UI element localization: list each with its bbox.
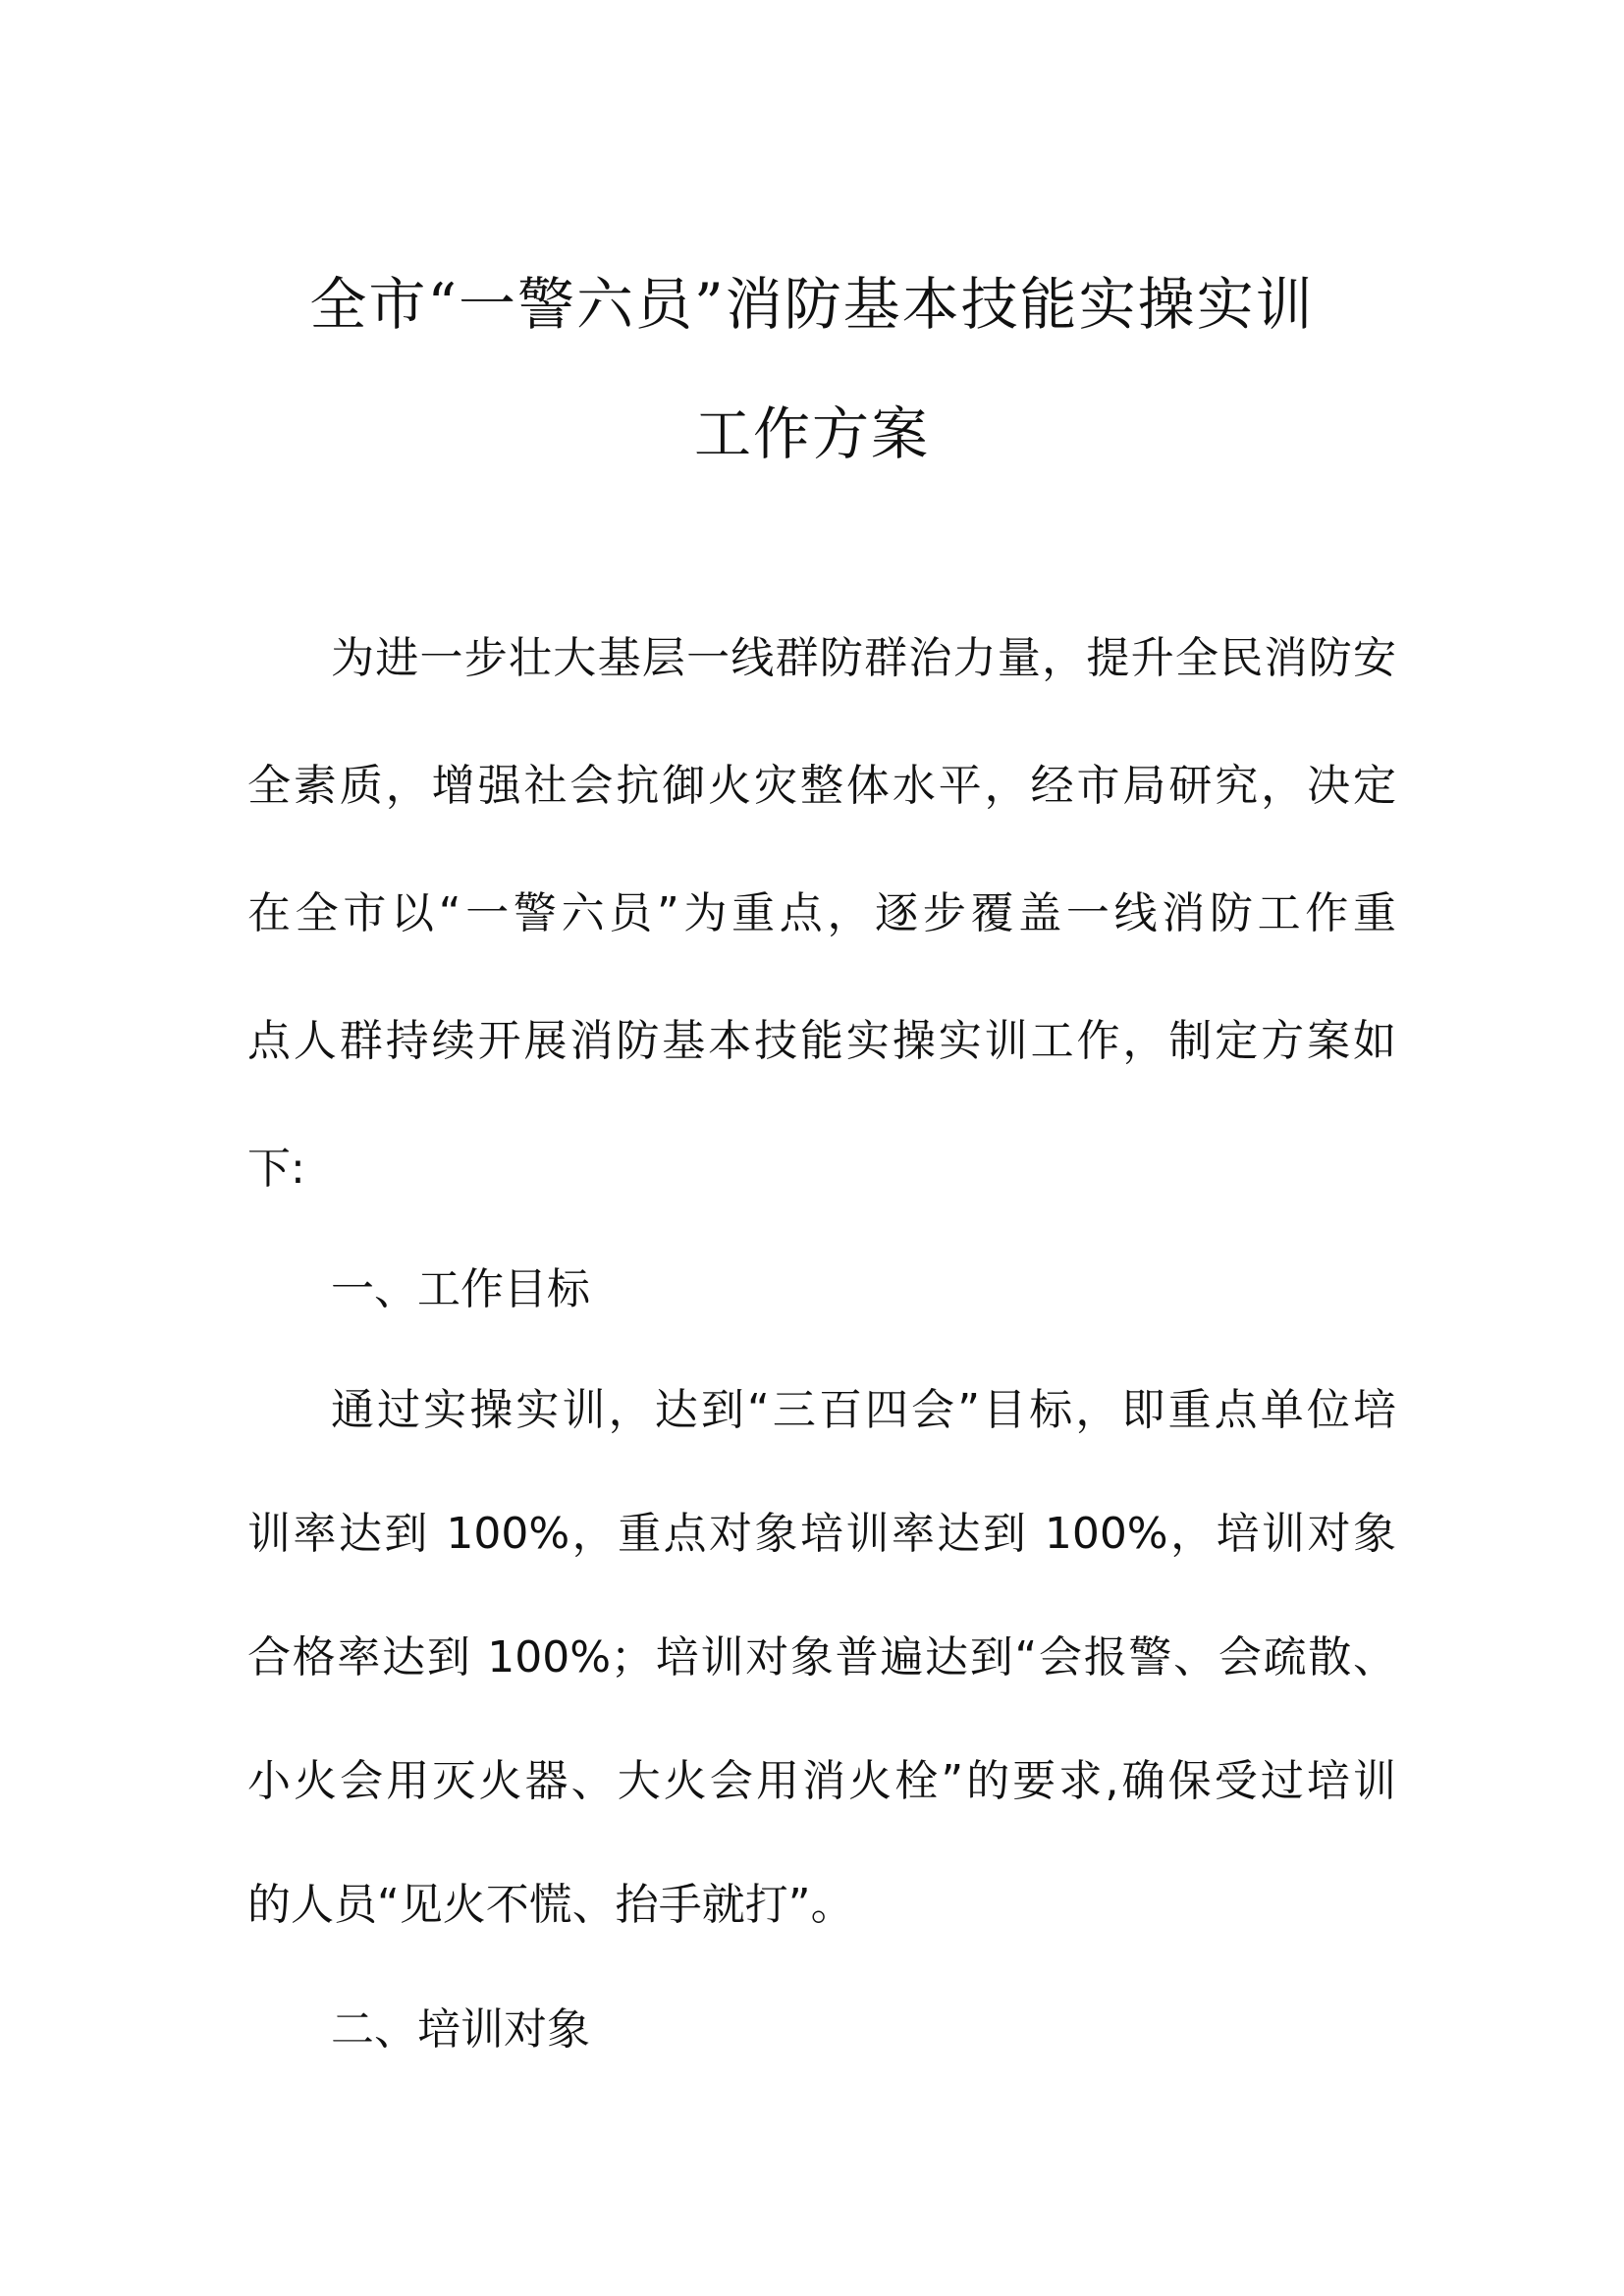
section-heading-training-targets: 二、培训对象 [331, 2004, 590, 2055]
goals-paragraph-line-1: 通过实操实训，达到“三百四会”目标，即重点单位培 [331, 1385, 1396, 1435]
section-heading-work-goals: 一、工作目标 [331, 1264, 590, 1314]
intro-paragraph-line-3: 在全市以“一警六员”为重点，逐步覆盖一线消防工作重 [247, 888, 1396, 938]
document-title-line-2: 工作方案 [693, 400, 930, 467]
intro-paragraph-line-5: 下: [247, 1144, 305, 1194]
goals-paragraph-line-4: 小火会用灭火器、大火会用消火栓”的要求,确保受过培训 [247, 1756, 1396, 1806]
goals-paragraph-line-5: 的人员“见火不慌、抬手就打”。 [247, 1880, 854, 1930]
goals-paragraph-line-2: 训率达到 100%，重点对象培训率达到 100%，培训对象 [247, 1509, 1396, 1559]
goals-paragraph-line-3: 合格率达到 100%；培训对象普遍达到“会报警、会疏散、 [247, 1632, 1396, 1682]
intro-paragraph-line-2: 全素质，增强社会抗御火灾整体水平，经市局研究，决定 [247, 761, 1396, 811]
document-title-line-1: 全市“一警六员”消防基本技能实操实训 [309, 271, 1315, 338]
intro-paragraph-line-4: 点人群持续开展消防基本技能实操实训工作，制定方案如 [247, 1016, 1396, 1066]
intro-paragraph-line-1: 为进一步壮大基层一线群防群治力量，提升全民消防安 [331, 633, 1396, 683]
